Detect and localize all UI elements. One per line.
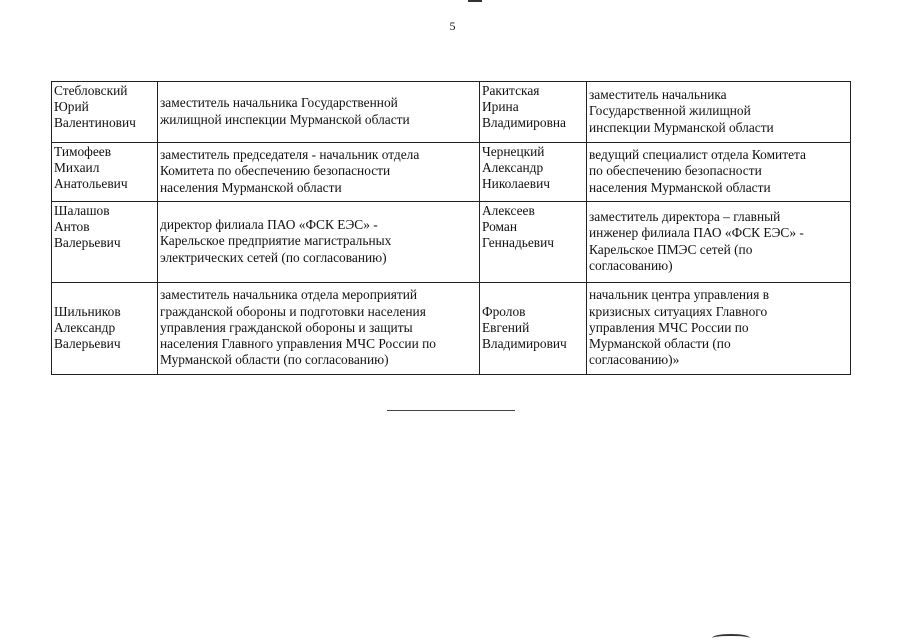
deputy-position-cell bbox=[587, 143, 851, 202]
member-surname: Стебловский bbox=[54, 83, 128, 98]
position-line: Мурманской области (по согласованию) bbox=[160, 352, 389, 368]
member-surname: Тимофеев bbox=[54, 144, 112, 159]
member-position-cell bbox=[158, 202, 480, 283]
table-row bbox=[52, 82, 851, 143]
member-first-name: Михаил bbox=[54, 160, 100, 176]
top-edge-mark bbox=[468, 0, 482, 2]
position-line: Государственной жилищной bbox=[589, 103, 751, 119]
deputy-name-cell bbox=[480, 202, 587, 283]
member-patronymic: Валерьевич bbox=[54, 336, 121, 352]
position-line: электрических сетей (по согласованию) bbox=[160, 249, 387, 265]
deputy-patronymic: Владимировна bbox=[482, 115, 566, 131]
position-line: управления МЧС России по bbox=[589, 319, 749, 335]
position-line: заместитель начальника bbox=[589, 87, 727, 103]
position-line: ведущий специалист отдела Комитета bbox=[589, 147, 806, 163]
closing-divider bbox=[387, 410, 515, 411]
scan-edge-mark bbox=[712, 634, 750, 642]
member-patronymic: Анатольевич bbox=[54, 176, 128, 192]
deputy-surname: Алексеев bbox=[482, 203, 535, 218]
table-row bbox=[52, 143, 851, 202]
position-line: Комитета по обеспечению безопасности bbox=[160, 163, 391, 179]
member-first-name: Юрий bbox=[54, 99, 89, 115]
deputy-patronymic: Владимирович bbox=[482, 336, 567, 352]
position-line: Карельское предприятие магистральных bbox=[160, 233, 392, 249]
position-line: Мурманской области (по bbox=[589, 336, 731, 352]
position-line: управления гражданской обороны и защиты bbox=[160, 319, 413, 335]
member-first-name: Антов bbox=[54, 219, 90, 235]
member-name-cell bbox=[52, 283, 158, 375]
member-first-name: Александр bbox=[54, 319, 116, 335]
deputy-patronymic: Николаевич bbox=[482, 176, 550, 192]
deputy-surname: Ракитская bbox=[482, 83, 540, 98]
member-patronymic: Валерьевич bbox=[54, 235, 121, 251]
member-name-cell bbox=[52, 82, 158, 143]
page-number: 5 bbox=[449, 19, 456, 33]
member-patronymic: Валентинович bbox=[54, 115, 136, 131]
table-row bbox=[52, 202, 851, 283]
position-line: населения Главного управления МЧС России по bbox=[160, 336, 436, 352]
position-line: согласованию) bbox=[589, 257, 673, 273]
deputy-surname: Чернецкий bbox=[482, 144, 545, 159]
member-position-cell bbox=[158, 82, 480, 143]
deputy-position-cell bbox=[587, 202, 851, 283]
deputy-patronymic: Геннадьевич bbox=[482, 235, 555, 251]
position-line: населения Мурманской области bbox=[160, 179, 342, 195]
position-line: директор филиала ПАО «ФСК ЕЭС» - bbox=[160, 217, 378, 233]
position-line: населения Мурманской области bbox=[589, 179, 771, 195]
deputy-position-cell bbox=[587, 283, 851, 375]
position-line: начальник центра управления в bbox=[589, 287, 770, 303]
member-name-cell bbox=[52, 202, 158, 283]
deputy-first-name: Евгений bbox=[482, 319, 530, 335]
position-line: гражданской обороны и подготовки населения bbox=[160, 303, 426, 319]
position-line: по обеспечению безопасности bbox=[589, 163, 762, 179]
position-line: кризисных ситуациях Главного bbox=[589, 303, 768, 319]
deputy-first-name: Александр bbox=[482, 160, 544, 176]
position-line: заместитель начальника отдела мероприятий bbox=[160, 287, 418, 303]
deputy-position-cell bbox=[587, 82, 851, 143]
position-line: заместитель председателя - начальник отдела bbox=[160, 147, 420, 163]
position-line: согласованию)» bbox=[589, 352, 680, 368]
member-name-cell bbox=[52, 143, 158, 202]
member-surname: Шалашов bbox=[54, 203, 110, 218]
commission-roster-table bbox=[51, 81, 851, 375]
deputy-name-cell bbox=[480, 143, 587, 202]
deputy-first-name: Ирина bbox=[482, 99, 519, 115]
position-line: жилищной инспекции Мурманской области bbox=[160, 111, 410, 127]
position-line: инспекции Мурманской области bbox=[589, 119, 774, 135]
table-row bbox=[52, 283, 851, 375]
deputy-name-cell bbox=[480, 82, 587, 143]
deputy-first-name: Роман bbox=[482, 219, 518, 235]
position-line: Карельское ПМЭС сетей (по bbox=[589, 241, 753, 257]
deputy-name-cell bbox=[480, 283, 587, 375]
member-surname: Шильников bbox=[54, 303, 121, 319]
member-position-cell bbox=[158, 283, 480, 375]
position-line: инженер филиала ПАО «ФСК ЕЭС» - bbox=[589, 225, 804, 241]
deputy-surname: Фролов bbox=[482, 303, 526, 319]
position-line: заместитель директора – главный bbox=[589, 209, 781, 225]
position-line: заместитель начальника Государственной bbox=[160, 95, 398, 111]
member-position-cell bbox=[158, 143, 480, 202]
